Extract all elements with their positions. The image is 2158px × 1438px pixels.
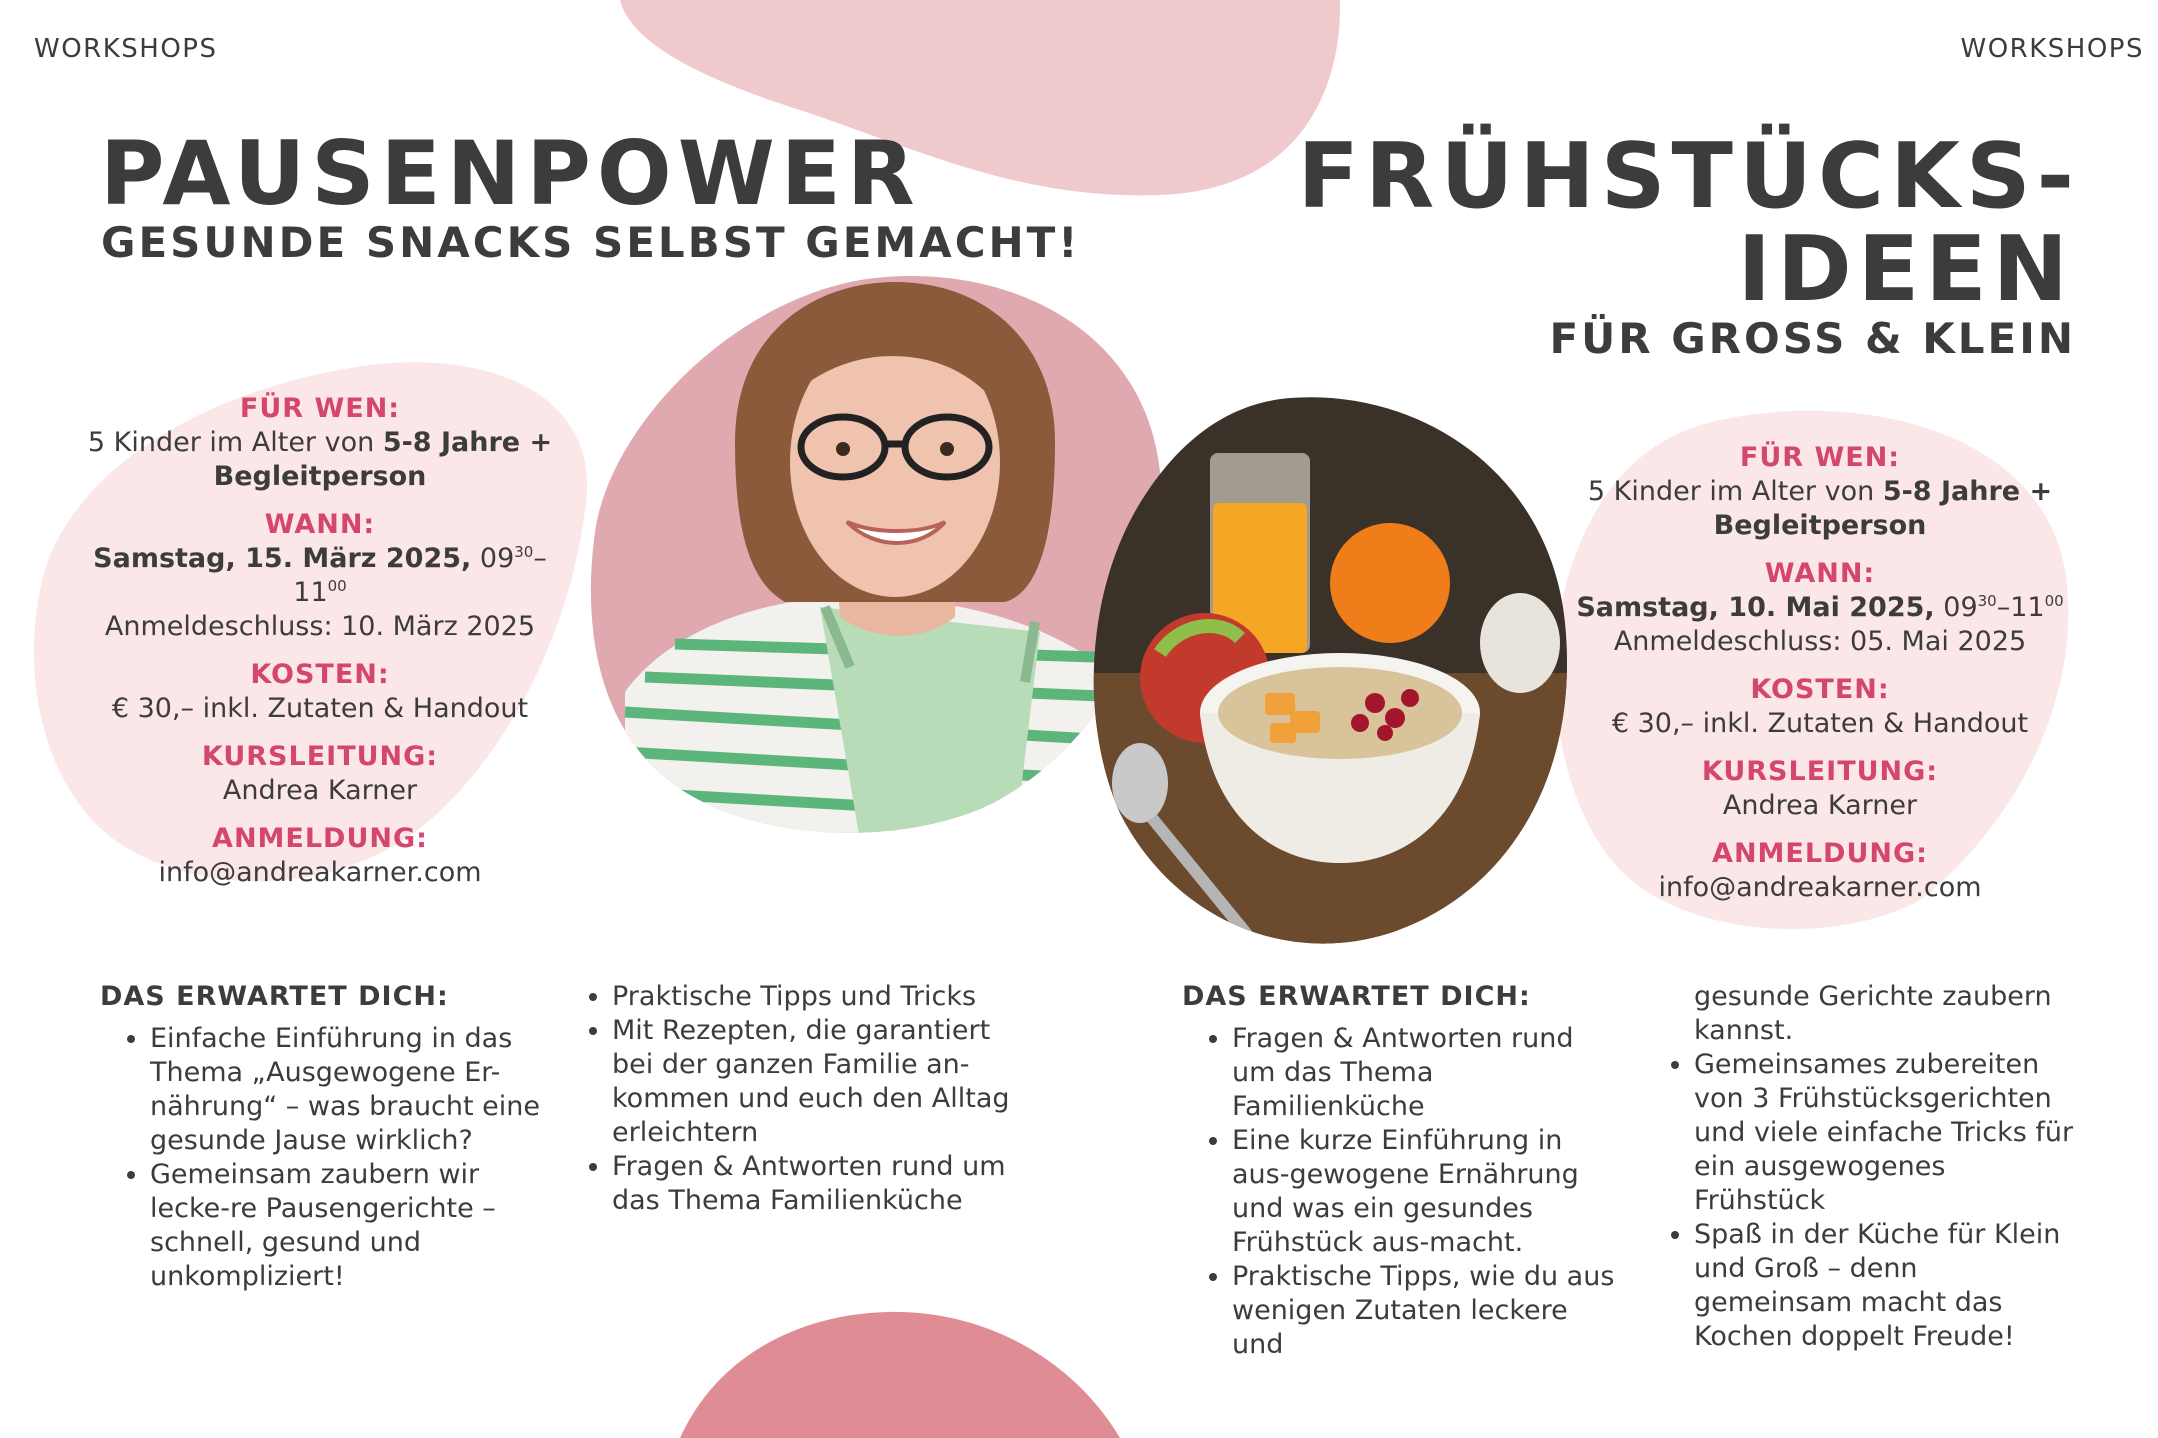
expect-list — [1644, 1048, 2084, 1354]
expect-list — [1182, 1022, 1622, 1362]
list-item: • Fragen & Antworten rund um das Thema Familienküche — [612, 1150, 1010, 1218]
time-start: 09 — [479, 543, 515, 574]
kosten-text: € 30,– inkl. Zutaten & Handout — [1611, 708, 2029, 739]
fuer-wen-text — [75, 426, 565, 460]
deadline-text: Anmeldeschluss: 10. März 2025 — [104, 611, 536, 642]
expect-heading: DAS ERWARTET DICH: — [1182, 981, 1531, 1012]
list-item: • Gemeinsam zaubern wir lecke-re Pausengerichte – schnell, gesund und unkompliziert! — [150, 1158, 555, 1294]
breakfast-photo — [1090, 393, 1570, 948]
title-left: PAUSENPOWER — [100, 122, 921, 225]
expect-left-col2 — [560, 980, 1010, 1218]
fuer-wen-text — [1575, 475, 2065, 509]
expect-list — [560, 980, 1010, 1218]
subtitle-left: GESUNDE SNACKS SELBST GEMACHT! — [101, 218, 1081, 267]
list-item: • Praktische Tipps und Tricks — [612, 980, 1010, 1014]
label-fuer-wen: FÜR WEN: — [239, 393, 401, 424]
fuer-wen-age: 5-8 Jahre + — [382, 427, 553, 458]
expect-right-col1 — [1182, 980, 1622, 1362]
expect-heading: DAS ERWARTET DICH: — [100, 981, 449, 1012]
label-kursleitung: KURSLEITUNG: — [1701, 756, 1939, 787]
fuer-wen-prefix: 5 Kinder im Alter von — [1587, 476, 1883, 507]
time-end: –11 — [293, 543, 547, 608]
expect-left-col1 — [100, 980, 555, 1294]
time-start: 09 — [1943, 592, 1978, 623]
fuer-wen-companion — [75, 460, 565, 494]
label-anmeldung: ANMELDUNG: — [212, 823, 428, 854]
label-kursleitung: KURSLEITUNG: — [201, 741, 439, 772]
kursleitung-text: Andrea Karner — [222, 775, 418, 806]
portrait-photo — [585, 272, 1165, 840]
time-end: –11 — [1996, 592, 2045, 623]
list-item: • Gemeinsames zubereiten von 3 Frühstücksgerichten und viele einfache Tricks für ein ausgewogenes Frühstück — [1694, 1048, 2084, 1218]
label-kosten: KOSTEN: — [1750, 674, 1890, 705]
kicker-right: WORKSHOPS — [1960, 34, 2144, 64]
list-item: • Einfache Einführung in das Thema „Ausgewogene Er-nährung“ – was braucht eine gesunde Jause wirklich? — [150, 1022, 555, 1158]
list-item: • Praktische Tipps, wie du aus wenigen Zutaten leckere und — [1232, 1260, 1622, 1362]
label-anmeldung: ANMELDUNG: — [1712, 838, 1928, 869]
info-block-right — [1575, 441, 2065, 905]
deadline-text: Anmeldeschluss: 05. Mai 2025 — [1613, 626, 2027, 657]
time-start-min: 30 — [514, 543, 534, 561]
expect-right-continuation: gesunde Gerichte zaubern kannst. — [1694, 981, 2052, 1046]
list-item: • Mit Rezepten, die garantiert bei der ganzen Familie an-kommen und euch den Alltag erleichtern — [612, 1014, 1010, 1150]
kosten-text: € 30,– inkl. Zutaten & Handout — [111, 693, 529, 724]
title-right-line1: FRÜHSTÜCKS- — [1297, 124, 2080, 229]
fuer-wen-prefix: 5 Kinder im Alter von — [87, 427, 383, 458]
time-end-min: 00 — [327, 577, 347, 595]
fuer-wen-companion — [1575, 509, 2065, 543]
subtitle-right: FÜR GROSS & KLEIN — [1549, 314, 2076, 363]
list-item: • Eine kurze Einführung in aus-gewogene Ernährung und was ein gesundes Frühstück aus-macht. — [1232, 1124, 1622, 1260]
kicker-left: WORKSHOPS — [34, 34, 218, 64]
fuer-wen-age: 5-8 Jahre + — [1882, 476, 2053, 507]
fuer-wen-companion-text: Begleitperson — [213, 461, 427, 492]
expect-list — [100, 1022, 555, 1294]
label-wann: WANN: — [264, 509, 376, 540]
kursleitung-text: Andrea Karner — [1722, 790, 1918, 821]
list-item: • Spaß in der Küche für Klein und Groß – denn gemeinsam macht das Kochen doppelt Freude! — [1694, 1218, 2084, 1354]
wann-date: Samstag, 10. Mai 2025, — [1576, 592, 1935, 623]
expect-right-col2 — [1644, 1048, 2084, 1354]
label-wann: WANN: — [1764, 558, 1876, 589]
label-fuer-wen: FÜR WEN: — [1739, 442, 1901, 473]
anmeldung-email[interactable]: info@andreakarner.com — [1658, 872, 1982, 903]
anmeldung-email[interactable]: info@andreakarner.com — [158, 857, 482, 888]
label-kosten: KOSTEN: — [250, 659, 390, 690]
time-start-min: 30 — [1977, 592, 1997, 610]
bottom-blob — [680, 1310, 1120, 1438]
title-right-line2: IDEEN — [1737, 217, 2074, 322]
fuer-wen-companion-text: Begleitperson — [1713, 510, 1927, 541]
time-end-min: 00 — [2044, 592, 2064, 610]
wann-text — [1575, 591, 2065, 625]
wann-text — [75, 542, 565, 610]
wann-date: Samstag, 15. März 2025, — [93, 543, 472, 574]
list-item: • Fragen & Antworten rund um das Thema Familienküche — [1232, 1022, 1622, 1124]
info-block-left — [75, 392, 565, 890]
